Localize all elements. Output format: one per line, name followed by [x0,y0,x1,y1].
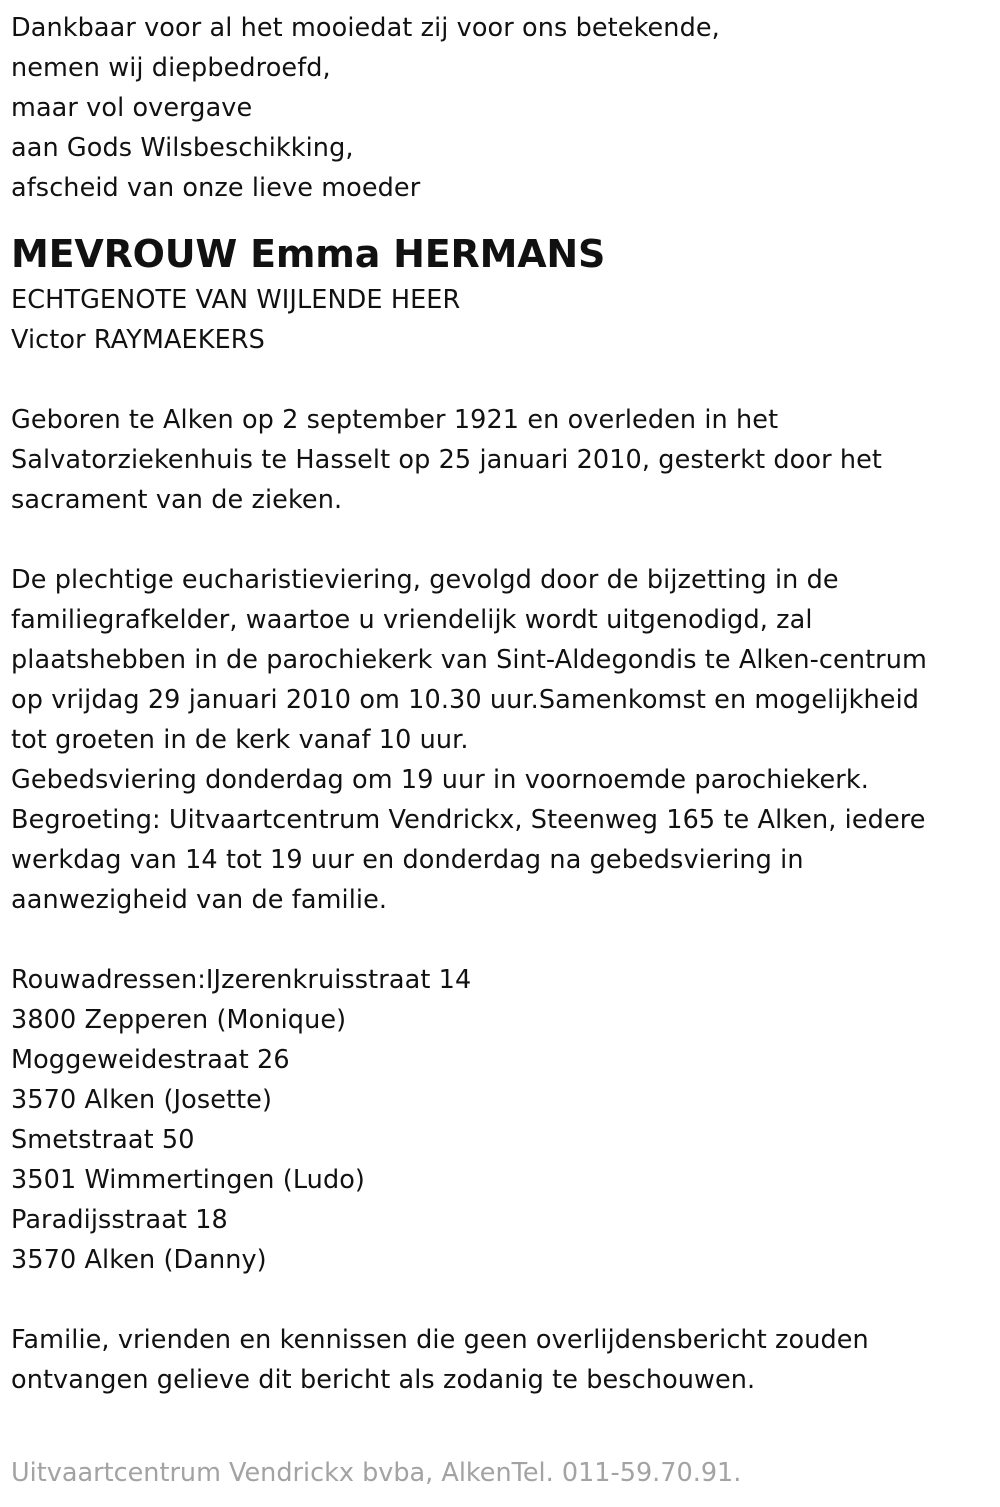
ceremony-line: Gebedsviering donderdag om 19 uur in voornoemde parochiekerk. [11,765,869,795]
ceremony-line: De plechtige eucharistieviering, gevolgd door de bijzetting in de [11,565,839,595]
intro-paragraph [11,8,991,208]
ceremony-line: op vrijdag 29 januari 2010 om 10.30 uur.Samenkomst en mogelijkheid [11,685,920,715]
address-line: 3800 Zepperen (Monique) [11,1005,347,1035]
intro-line: Dankbaar voor al het mooiedat zij voor ons betekende, [11,13,720,43]
ceremony-line: plaatshebben in de parochiekerk van Sint-Aldegondis te Alken-centrum [11,645,927,675]
ceremony-paragraph [11,560,991,920]
ceremony-line: werkdag van 14 tot 19 uur en donderdag na gebedsviering in [11,845,804,875]
birth-death-line: Salvatorziekenhuis te Hasselt op 25 januari 2010, gesterkt door het [11,445,883,475]
spacer [11,1280,991,1320]
spouse-title: ECHTGENOTE VAN WIJLENDE HEER [11,285,461,315]
closing-paragraph [11,1320,991,1400]
address-line: Paradijsstraat 18 [11,1205,228,1235]
addresses-block [11,960,991,1280]
deceased-name: MEVROUW Emma HERMANS [11,232,606,276]
intro-line: aan Gods Wilsbeschikking, [11,133,354,163]
intro-line: nemen wij diepbedroefd, [11,53,331,83]
birth-death-line: sacrament van de zieken. [11,485,343,515]
spacer [11,360,991,400]
address-line: 3570 Alken (Josette) [11,1085,273,1115]
ceremony-line: familiegrafkelder, waartoe u vriendelijk wordt uitgenodigd, zal [11,605,813,635]
intro-line: afscheid van onze lieve moeder [11,173,421,203]
obituary-notice [11,8,991,1400]
intro-line: maar vol overgave [11,93,253,123]
address-line: Rouwadressen:IJzerenkruisstraat 14 [11,965,472,995]
spacer [11,920,991,960]
address-line: Moggeweidestraat 26 [11,1045,290,1075]
address-line: Smetstraat 50 [11,1125,195,1155]
birth-death-paragraph [11,400,991,520]
closing-line: Familie, vrienden en kennissen die geen overlijdensbericht zouden [11,1325,869,1355]
birth-death-line: Geboren te Alken op 2 september 1921 en overleden in het [11,405,779,435]
funeral-home-footer: Uitvaartcentrum Vendrickx bvba, AlkenTel. 011-59.70.91. [11,1458,742,1488]
spouse-name: Victor RAYMAEKERS [11,325,265,355]
address-line: 3501 Wimmertingen (Ludo) [11,1165,365,1195]
ceremony-line: Begroeting: Uitvaartcentrum Vendrickx, Steenweg 165 te Alken, iedere [11,805,926,835]
ceremony-line: aanwezigheid van de familie. [11,885,388,915]
address-line: 3570 Alken (Danny) [11,1245,267,1275]
closing-line: ontvangen gelieve dit bericht als zodanig te beschouwen. [11,1365,756,1395]
ceremony-line: tot groeten in de kerk vanaf 10 uur. [11,725,469,755]
spacer [11,520,991,560]
